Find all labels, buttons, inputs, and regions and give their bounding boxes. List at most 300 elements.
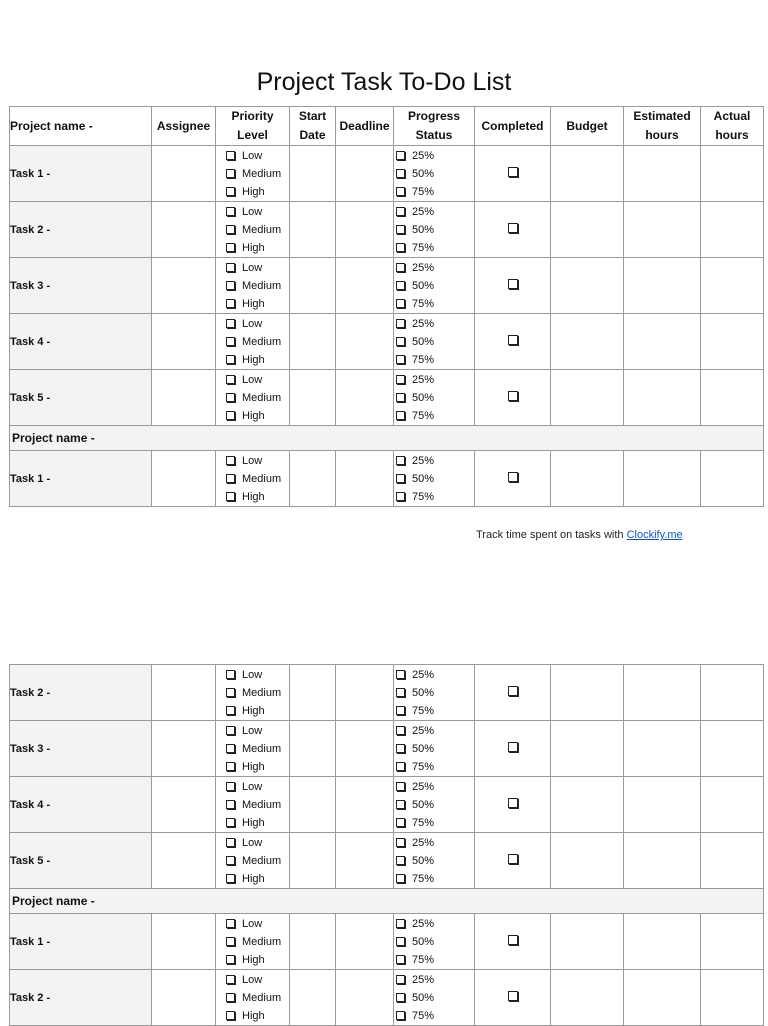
priority-option-medium[interactable]: Medium [226,389,289,407]
completed-cell [475,721,551,777]
header-completed: Completed [475,107,551,146]
priority-option-low[interactable]: Low [226,315,289,333]
progress-option-75[interactable]: 75% [396,758,474,776]
priority-option-low[interactable]: Low [226,203,289,221]
estimated-hours-cell[interactable] [624,777,701,833]
budget-cell[interactable] [551,777,624,833]
checkbox-icon[interactable] [226,762,235,771]
checkbox-icon[interactable] [396,456,405,465]
progress-option-75[interactable]: 75% [396,183,474,201]
task-table-page-1 [9,106,764,507]
priority-option-medium[interactable]: Medium [226,470,289,488]
deadline-cell[interactable] [336,451,394,507]
checkbox-icon[interactable] [226,337,235,346]
checkbox-icon[interactable] [226,688,235,697]
deadline-cell[interactable] [336,202,394,258]
header-estimated-hours: Estimated hours [624,107,701,146]
actual-hours-cell[interactable] [701,146,764,202]
task-label: Task 5 - [10,833,152,889]
checkbox-icon[interactable] [396,800,405,809]
progress-option-25[interactable]: 25% [396,834,474,852]
priority-option-medium[interactable]: Medium [226,221,289,239]
checkbox-icon[interactable] [396,375,405,384]
checkbox-icon[interactable] [396,187,405,196]
deadline-cell[interactable] [336,914,394,970]
checkbox-icon[interactable] [396,975,405,984]
assignee-cell[interactable] [152,146,216,202]
progress-option-75[interactable]: 75% [396,951,474,969]
priority-option-low[interactable]: Low [226,666,289,684]
checkbox-icon[interactable] [226,151,235,160]
progress-option-25[interactable]: 25% [396,371,474,389]
progress-option-50[interactable]: 50% [396,333,474,351]
actual-hours-cell[interactable] [701,202,764,258]
header-assignee: Assignee [152,107,216,146]
progress-option-75[interactable]: 75% [396,407,474,425]
actual-hours-cell[interactable] [701,777,764,833]
progress-cell [394,914,475,970]
checkbox-icon[interactable] [396,762,405,771]
priority-option-low[interactable]: Low [226,147,289,165]
checkbox-icon[interactable] [226,375,235,384]
deadline-cell[interactable] [336,833,394,889]
priority-option-low[interactable]: Low [226,452,289,470]
checkbox-icon[interactable] [226,800,235,809]
progress-option-75[interactable]: 75% [396,295,474,313]
progress-option-50[interactable]: 50% [396,684,474,702]
priority-cell [216,721,290,777]
budget-cell[interactable] [551,665,624,721]
start-date-cell[interactable] [290,833,336,889]
estimated-hours-cell[interactable] [624,721,701,777]
project-row [10,426,764,451]
estimated-hours-cell[interactable] [624,314,701,370]
priority-cell [216,451,290,507]
checkbox-icon[interactable] [226,319,235,328]
completed-checkbox-icon[interactable] [508,742,518,752]
deadline-cell[interactable] [336,777,394,833]
checkbox-icon[interactable] [226,187,235,196]
priority-option-high[interactable]: High [226,239,289,257]
page-title: Project Task To-Do List [256,68,512,96]
priority-option-medium[interactable]: Medium [226,684,289,702]
priority-option-high[interactable]: High [226,183,289,201]
priority-option-low[interactable]: Low [226,722,289,740]
checkbox-icon[interactable] [396,782,405,791]
assignee-cell[interactable] [152,665,216,721]
task-label: Task 1 - [10,914,152,970]
task-label: Task 2 - [10,970,152,1026]
priority-option-low[interactable]: Low [226,371,289,389]
task-label: Task 1 - [10,146,152,202]
estimated-hours-cell[interactable] [624,258,701,314]
progress-option-75[interactable]: 75% [396,870,474,888]
progress-option-75[interactable]: 75% [396,1007,474,1025]
checkbox-icon[interactable] [226,744,235,753]
start-date-cell[interactable] [290,146,336,202]
checkbox-icon[interactable] [396,670,405,679]
checkbox-icon[interactable] [226,393,235,402]
start-date-cell[interactable] [290,258,336,314]
progress-option-25[interactable]: 25% [396,971,474,989]
progress-option-50[interactable]: 50% [396,470,474,488]
completed-cell [475,914,551,970]
table-row [10,146,764,202]
deadline-cell[interactable] [336,970,394,1026]
priority-option-high[interactable]: High [226,488,289,506]
priority-option-high[interactable]: High [226,1007,289,1025]
project-row [10,889,764,914]
priority-option-medium[interactable]: Medium [226,852,289,870]
start-date-cell[interactable] [290,721,336,777]
completed-checkbox-icon[interactable] [508,335,518,345]
completed-cell [475,665,551,721]
priority-option-low[interactable]: Low [226,915,289,933]
footer-text: Track time spent on tasks with [476,529,627,541]
budget-cell[interactable] [551,202,624,258]
start-date-cell[interactable] [290,970,336,1026]
task-label: Task 3 - [10,258,152,314]
header-priority-level: Priority Level [216,107,290,146]
budget-cell[interactable] [551,721,624,777]
table-row [10,202,764,258]
progress-option-25[interactable]: 25% [396,452,474,470]
table-row [10,833,764,889]
checkbox-icon[interactable] [396,393,405,402]
completed-cell [475,146,551,202]
budget-cell[interactable] [551,314,624,370]
progress-cell [394,777,475,833]
start-date-cell[interactable] [290,370,336,426]
assignee-cell[interactable] [152,202,216,258]
completed-cell [475,258,551,314]
checkbox-icon[interactable] [226,937,235,946]
budget-cell[interactable] [551,970,624,1026]
priority-option-medium[interactable]: Medium [226,165,289,183]
checkbox-icon[interactable] [226,993,235,1002]
progress-option-50[interactable]: 50% [396,740,474,758]
completed-cell [475,777,551,833]
checkbox-icon[interactable] [396,955,405,964]
table-row [10,314,764,370]
checkbox-icon[interactable] [396,299,405,308]
assignee-cell[interactable] [152,314,216,370]
priority-option-low[interactable]: Low [226,971,289,989]
assignee-cell[interactable] [152,833,216,889]
table-row [10,777,764,833]
deadline-cell[interactable] [336,314,394,370]
actual-hours-cell[interactable] [701,451,764,507]
priority-option-high[interactable]: High [226,351,289,369]
budget-cell[interactable] [551,258,624,314]
priority-cell [216,202,290,258]
completed-checkbox-icon[interactable] [508,991,518,1001]
completed-cell [475,833,551,889]
completed-checkbox-icon[interactable] [508,167,518,177]
checkbox-icon[interactable] [396,993,405,1002]
assignee-cell[interactable] [152,970,216,1026]
checkbox-icon[interactable] [226,856,235,865]
checkbox-icon[interactable] [226,838,235,847]
assignee-cell[interactable] [152,370,216,426]
estimated-hours-cell[interactable] [624,451,701,507]
estimated-hours-cell[interactable] [624,970,701,1026]
priority-option-medium[interactable]: Medium [226,740,289,758]
priority-option-medium[interactable]: Medium [226,333,289,351]
checkbox-icon[interactable] [396,706,405,715]
estimated-hours-cell[interactable] [624,833,701,889]
priority-cell [216,370,290,426]
checkbox-icon[interactable] [396,919,405,928]
table-row [10,721,764,777]
priority-option-low[interactable]: Low [226,259,289,277]
completed-checkbox-icon[interactable] [508,391,518,401]
clockify-link[interactable]: Clockify.me [626,529,683,541]
checkbox-icon[interactable] [226,207,235,216]
completed-cell [475,314,551,370]
checkbox-icon[interactable] [396,874,405,883]
checkbox-icon[interactable] [396,688,405,697]
completed-checkbox-icon[interactable] [508,686,518,696]
start-date-cell[interactable] [290,451,336,507]
completed-checkbox-icon[interactable] [508,279,518,289]
progress-option-50[interactable]: 50% [396,989,474,1007]
progress-option-50[interactable]: 50% [396,389,474,407]
header-project-name: Project name - [10,107,152,146]
estimated-hours-cell[interactable] [624,914,701,970]
priority-option-low[interactable]: Low [226,778,289,796]
progress-cell [394,970,475,1026]
assignee-cell[interactable] [152,777,216,833]
header-row [10,107,764,146]
task-label: Task 4 - [10,314,152,370]
assignee-cell[interactable] [152,914,216,970]
checkbox-icon[interactable] [396,243,405,252]
checkbox-icon[interactable] [226,299,235,308]
progress-option-75[interactable]: 75% [396,814,474,832]
priority-option-high[interactable]: High [226,951,289,969]
checkbox-icon[interactable] [226,706,235,715]
progress-option-25[interactable]: 25% [396,315,474,333]
actual-hours-cell[interactable] [701,970,764,1026]
completed-cell [475,370,551,426]
table-row [10,258,764,314]
progress-cell [394,451,475,507]
budget-cell[interactable] [551,833,624,889]
budget-cell[interactable] [551,451,624,507]
priority-option-high[interactable]: High [226,702,289,720]
progress-option-25[interactable]: 25% [396,259,474,277]
actual-hours-cell[interactable] [701,914,764,970]
actual-hours-cell[interactable] [701,370,764,426]
priority-option-high[interactable]: High [226,870,289,888]
checkbox-icon[interactable] [396,937,405,946]
checkbox-icon[interactable] [396,263,405,272]
progress-cell [394,314,475,370]
completed-checkbox-icon[interactable] [508,854,518,864]
progress-option-75[interactable]: 75% [396,351,474,369]
checkbox-icon[interactable] [396,151,405,160]
checkbox-icon[interactable] [226,726,235,735]
checkbox-icon[interactable] [396,838,405,847]
progress-option-50[interactable]: 50% [396,165,474,183]
task-label: Task 5 - [10,370,152,426]
priority-option-high[interactable]: High [226,295,289,313]
start-date-cell[interactable] [290,314,336,370]
completed-checkbox-icon[interactable] [508,472,518,482]
assignee-cell[interactable] [152,451,216,507]
priority-option-high[interactable]: High [226,814,289,832]
assignee-cell[interactable] [152,258,216,314]
priority-cell [216,146,290,202]
progress-option-25[interactable]: 25% [396,666,474,684]
checkbox-icon[interactable] [396,856,405,865]
checkbox-icon[interactable] [396,818,405,827]
budget-cell[interactable] [551,146,624,202]
checkbox-icon[interactable] [396,492,405,501]
priority-option-medium[interactable]: Medium [226,933,289,951]
checkbox-icon[interactable] [396,281,405,290]
priority-option-high[interactable]: High [226,407,289,425]
estimated-hours-cell[interactable] [624,370,701,426]
project-name-label[interactable]: Project name - [10,426,764,451]
priority-cell [216,258,290,314]
progress-option-50[interactable]: 50% [396,933,474,951]
checkbox-icon[interactable] [226,782,235,791]
header-start-date: Start Date [290,107,336,146]
checkbox-icon[interactable] [226,355,235,364]
priority-cell [216,777,290,833]
budget-cell[interactable] [551,370,624,426]
checkbox-icon[interactable] [226,1011,235,1020]
checkbox-icon[interactable] [396,319,405,328]
header-progress-status: Progress Status [394,107,475,146]
checkbox-icon[interactable] [396,744,405,753]
progress-option-50[interactable]: 50% [396,277,474,295]
table-row [10,970,764,1026]
actual-hours-cell[interactable] [701,665,764,721]
progress-option-50[interactable]: 50% [396,852,474,870]
checkbox-icon[interactable] [226,169,235,178]
checkbox-icon[interactable] [226,243,235,252]
table-row [10,914,764,970]
checkbox-icon[interactable] [226,919,235,928]
task-label: Task 1 - [10,451,152,507]
progress-option-50[interactable]: 50% [396,796,474,814]
checkbox-icon[interactable] [226,411,235,420]
checkbox-icon[interactable] [396,169,405,178]
completed-checkbox-icon[interactable] [508,223,518,233]
priority-cell [216,914,290,970]
progress-option-75[interactable]: 75% [396,239,474,257]
priority-cell [216,970,290,1026]
deadline-cell[interactable] [336,721,394,777]
priority-option-medium[interactable]: Medium [226,277,289,295]
priority-cell [216,314,290,370]
header-deadline: Deadline [336,107,394,146]
checkbox-icon[interactable] [396,411,405,420]
completed-cell [475,451,551,507]
checkbox-icon[interactable] [396,207,405,216]
estimated-hours-cell[interactable] [624,665,701,721]
priority-option-high[interactable]: High [226,758,289,776]
deadline-cell[interactable] [336,258,394,314]
progress-cell [394,721,475,777]
completed-checkbox-icon[interactable] [508,935,518,945]
checkbox-icon[interactable] [226,492,235,501]
actual-hours-cell[interactable] [701,314,764,370]
task-label: Task 2 - [10,202,152,258]
progress-option-25[interactable]: 25% [396,778,474,796]
checkbox-icon[interactable] [396,726,405,735]
progress-option-25[interactable]: 25% [396,722,474,740]
progress-option-25[interactable]: 25% [396,203,474,221]
priority-option-low[interactable]: Low [226,834,289,852]
checkbox-icon[interactable] [226,225,235,234]
checkbox-icon[interactable] [396,355,405,364]
table-row [10,370,764,426]
start-date-cell[interactable] [290,777,336,833]
checkbox-icon[interactable] [226,975,235,984]
completed-cell [475,202,551,258]
progress-option-75[interactable]: 75% [396,702,474,720]
checkbox-icon[interactable] [226,456,235,465]
footer-note [476,529,683,541]
checkbox-icon[interactable] [396,1011,405,1020]
start-date-cell[interactable] [290,202,336,258]
actual-hours-cell[interactable] [701,258,764,314]
priority-option-medium[interactable]: Medium [226,796,289,814]
budget-cell[interactable] [551,914,624,970]
checkbox-icon[interactable] [226,670,235,679]
progress-option-75[interactable]: 75% [396,488,474,506]
start-date-cell[interactable] [290,914,336,970]
task-label: Task 3 - [10,721,152,777]
assignee-cell[interactable] [152,721,216,777]
checkbox-icon[interactable] [396,225,405,234]
checkbox-icon[interactable] [226,955,235,964]
table-row [10,665,764,721]
priority-cell [216,833,290,889]
checkbox-icon[interactable] [226,263,235,272]
task-table-page-2 [9,664,764,1026]
progress-option-25[interactable]: 25% [396,147,474,165]
deadline-cell[interactable] [336,370,394,426]
estimated-hours-cell[interactable] [624,146,701,202]
checkbox-icon[interactable] [226,474,235,483]
start-date-cell[interactable] [290,665,336,721]
deadline-cell[interactable] [336,146,394,202]
checkbox-icon[interactable] [396,337,405,346]
header-actual-hours: Actual hours [701,107,764,146]
checkbox-icon[interactable] [226,818,235,827]
project-name-label[interactable]: Project name - [10,889,764,914]
estimated-hours-cell[interactable] [624,202,701,258]
actual-hours-cell[interactable] [701,833,764,889]
deadline-cell[interactable] [336,665,394,721]
checkbox-icon[interactable] [396,474,405,483]
task-label: Task 2 - [10,665,152,721]
actual-hours-cell[interactable] [701,721,764,777]
progress-option-25[interactable]: 25% [396,915,474,933]
priority-option-medium[interactable]: Medium [226,989,289,1007]
progress-cell [394,146,475,202]
completed-checkbox-icon[interactable] [508,798,518,808]
checkbox-icon[interactable] [226,281,235,290]
checkbox-icon[interactable] [226,874,235,883]
progress-option-50[interactable]: 50% [396,221,474,239]
task-label: Task 4 - [10,777,152,833]
